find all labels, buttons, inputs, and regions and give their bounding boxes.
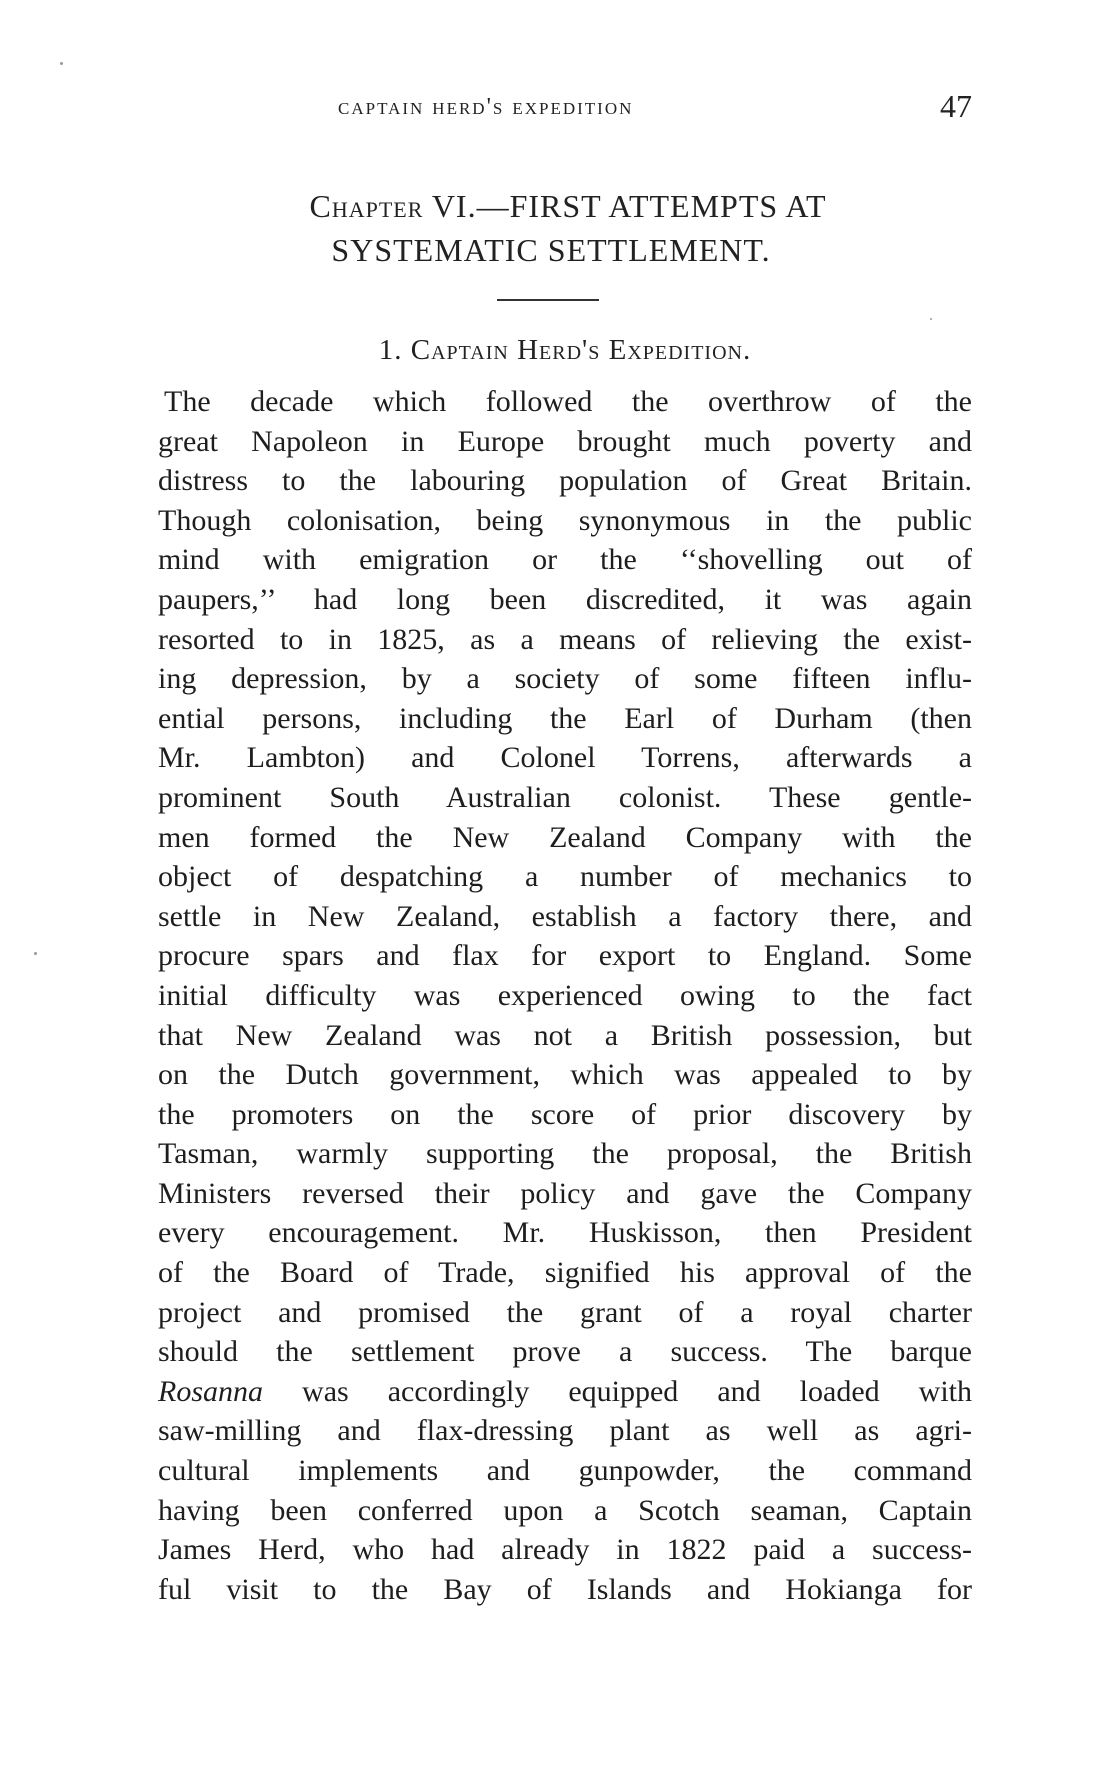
text-line: of the Board of Trade, signified his approval of the: [158, 1256, 972, 1290]
text-line: great Napoleon in Europe brought much poverty and: [158, 424, 972, 458]
chapter-label: Chapter: [309, 188, 424, 224]
text-line: James Herd, who had already in 1822 paid a success-: [158, 1533, 972, 1567]
text-line: ential persons, including the Earl of Durham (then: [158, 701, 972, 735]
scan-speck: [60, 62, 63, 65]
chapter-title-line-1: [158, 184, 972, 228]
ship-line-text: was accordingly equipped and loaded with: [263, 1374, 972, 1408]
section-number: 1.: [378, 334, 403, 366]
text-line: prominent South Australian colonist. These gentle-: [158, 780, 972, 814]
chapter-title: [158, 184, 972, 272]
text-line: having been conferred upon a Scotch seaman, Captain: [158, 1493, 972, 1527]
text-line: saw-milling and flax-dressing plant as well as agri-: [158, 1414, 972, 1448]
body-paragraph: [158, 382, 972, 1609]
section-title: Captain Herd's Expedition.: [410, 334, 752, 366]
scan-speck: [930, 318, 932, 320]
text-line: object of despatching a number of mechanics to: [158, 860, 972, 894]
running-head-title: captain herd's expedition: [338, 94, 634, 120]
text-line: Though colonisation, being synonymous in the public: [158, 503, 972, 537]
scan-speck: [34, 952, 37, 955]
text-line: the promoters on the score of prior discovery by: [158, 1097, 972, 1131]
text-line: cultural implements and gunpowder, the command: [158, 1454, 972, 1488]
text-line: ing depression, by a society of some fifteen influ-: [158, 662, 972, 696]
text-line: Mr. Lambton) and Colonel Torrens, afterwards a: [158, 741, 972, 775]
running-head: [158, 88, 972, 128]
text-line: project and promised the grant of a royal charter: [158, 1295, 972, 1329]
section-heading: [158, 334, 972, 367]
text-line: resorted to in 1825, as a means of relieving the exist-: [158, 622, 972, 656]
chapter-number: VI.: [431, 188, 477, 224]
page-number: 47: [940, 88, 972, 124]
text-line: settle in New Zealand, establish a factory there, and: [158, 899, 972, 933]
text-line: The decade which followed the overthrow of the: [164, 385, 972, 418]
text-line: Ministers reversed their policy and gave the Company: [158, 1176, 972, 1210]
text-line: Tasman, warmly supporting the proposal, the British: [158, 1137, 972, 1171]
text-line: distress to the labouring population of Great Britain.: [158, 464, 972, 498]
text-line: paupers,’’ had long been discredited, it was again: [158, 582, 972, 616]
chapter-title-text: —FIRST ATTEMPTS AT: [476, 188, 827, 224]
ship-name: Rosanna: [158, 1374, 263, 1408]
title-rule: [497, 299, 599, 301]
text-line-ship: [158, 1372, 972, 1412]
text-line: on the Dutch government, which was appealed to by: [158, 1058, 972, 1092]
text-line: every encouragement. Mr. Huskisson, then President: [158, 1216, 972, 1250]
text-line: initial difficulty was experienced owing to the fact: [158, 978, 972, 1012]
text-line: ful visit to the Bay of Islands and Hokianga for: [158, 1572, 972, 1606]
text-line: procure spars and flax for export to England. Some: [158, 939, 972, 973]
text-line: that New Zealand was not a British possession, but: [158, 1018, 972, 1052]
text-line: should the settlement prove a success. The barque: [158, 1335, 972, 1369]
text-line: mind with emigration or the ‘‘shovelling out of: [158, 543, 972, 577]
text-line: men formed the New Zealand Company with the: [158, 820, 972, 854]
chapter-title-line-2: SYSTEMATIC SETTLEMENT.: [331, 232, 771, 268]
